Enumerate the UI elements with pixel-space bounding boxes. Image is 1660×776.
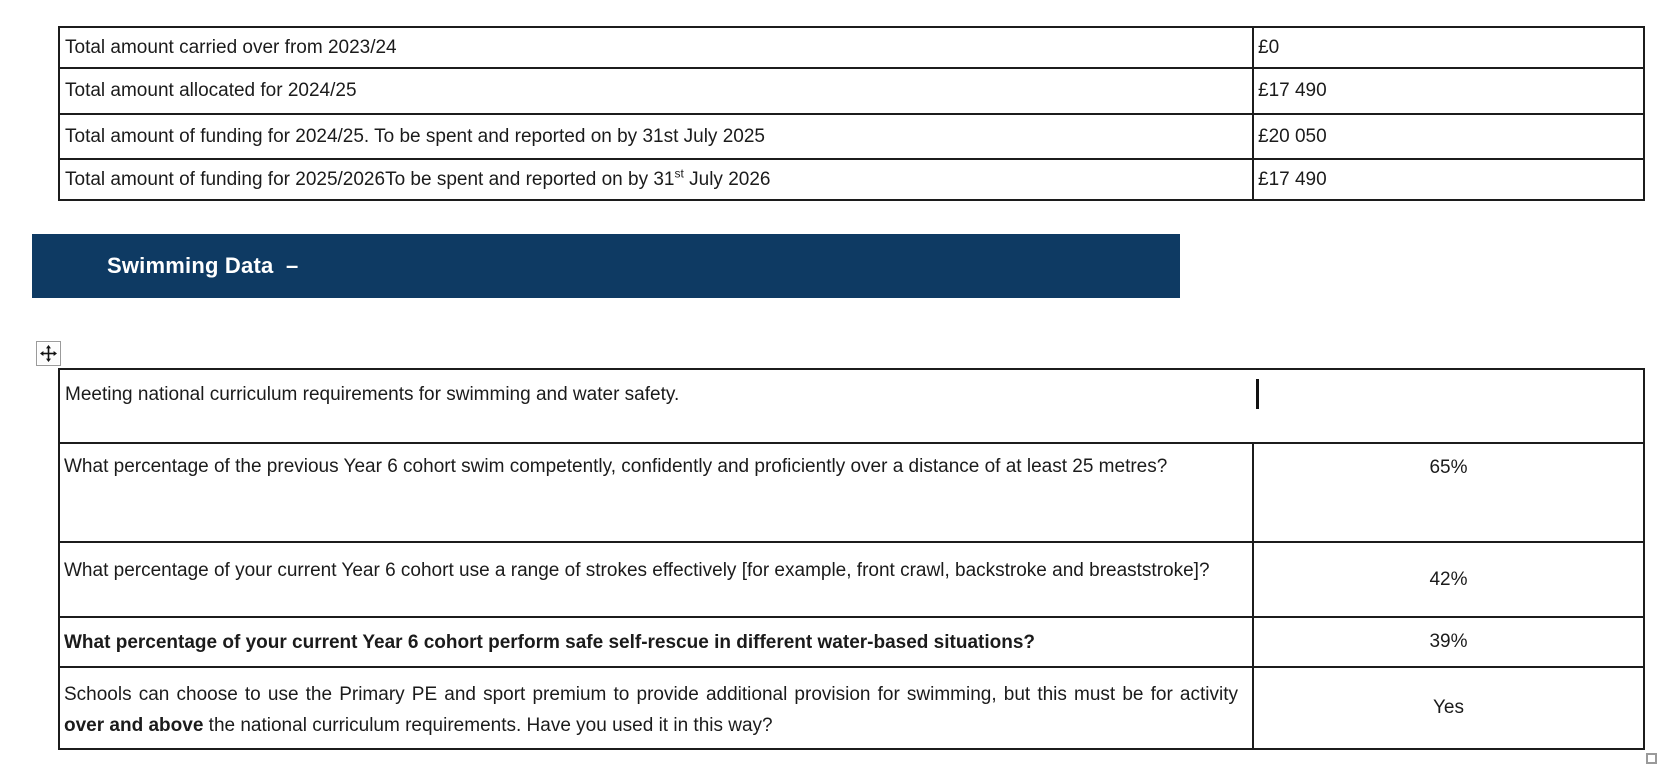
funding-value-text: £20 050 — [1258, 125, 1327, 147]
table-row — [60, 115, 1643, 160]
funding-row-label[interactable] — [60, 115, 1254, 158]
swimming-intro-text: Meeting national curriculum requirements for swimming and water safety. — [65, 384, 680, 405]
funding-row-value[interactable] — [1254, 160, 1643, 199]
table-row — [60, 444, 1643, 543]
swimming-question-cell[interactable] — [60, 668, 1254, 748]
question-text: What percentage of your current Year 6 cohort perform safe self-rescue in different water-based situations? — [64, 632, 1036, 653]
question-text: What percentage of your current Year 6 cohort use a range of strokes effectively [for example, front crawl, backstroke and breaststroke]? — [64, 560, 1210, 581]
swimming-intro-row[interactable] — [60, 370, 1643, 444]
question-text: What percentage of the previous Year 6 cohort swim competently, confidently and proficiently over a distance of at least 25 metres? — [64, 456, 1168, 477]
swimming-answer-cell[interactable] — [1254, 618, 1643, 666]
funding-row-label[interactable] — [60, 28, 1254, 67]
answer-text: 65% — [1429, 457, 1468, 478]
funding-row-label[interactable] — [60, 160, 1254, 199]
banner-title: Swimming Data – — [107, 253, 299, 278]
table-row — [60, 28, 1643, 69]
table-row — [60, 668, 1643, 748]
question-text: Schools can choose to use the Primary PE and sport premium to provide additional provision for swimming, but this must be for activity over and above the national curriculum requirements. Have you used it in this way? — [64, 684, 1238, 736]
funding-label-text: Total amount of funding for 2024/25. To be spent and reported on by 31st July 2025 — [65, 125, 765, 147]
swimming-data-banner — [32, 234, 1180, 298]
swimming-question-cell[interactable] — [60, 543, 1254, 616]
swimming-question-cell[interactable] — [60, 444, 1254, 541]
emphasis-text: over and above — [64, 715, 204, 736]
text-caret — [1256, 379, 1259, 409]
table-row — [60, 69, 1643, 115]
table-move-handle[interactable] — [36, 341, 61, 366]
funding-row-value[interactable] — [1254, 115, 1643, 158]
funding-label-text: Total amount of funding for 2025/2026To be spent and reported on by 31st July 2026 — [65, 166, 771, 190]
table-row — [60, 160, 1643, 199]
ordinal-superscript: st — [674, 166, 684, 181]
answer-text: 39% — [1429, 631, 1468, 652]
funding-row-label[interactable] — [60, 69, 1254, 113]
funding-row-value[interactable] — [1254, 28, 1643, 67]
swimming-answer-cell[interactable] — [1254, 668, 1643, 748]
table-row — [60, 543, 1643, 618]
swimming-data-table — [58, 368, 1645, 750]
funding-label-text: Total amount allocated for 2024/25 — [65, 80, 357, 101]
table-resize-handle[interactable] — [1646, 753, 1657, 764]
move-arrows-icon — [40, 345, 57, 362]
swimming-answer-cell[interactable] — [1254, 543, 1643, 616]
funding-summary-table — [58, 26, 1645, 201]
swimming-question-cell[interactable] — [60, 618, 1254, 666]
funding-value-text: £0 — [1258, 36, 1280, 58]
table-row — [60, 618, 1643, 668]
answer-text: 42% — [1429, 568, 1468, 590]
funding-row-value[interactable] — [1254, 69, 1643, 113]
funding-value-text: £17 490 — [1258, 168, 1327, 190]
swimming-answer-cell[interactable] — [1254, 444, 1643, 541]
funding-value-text: £17 490 — [1258, 80, 1327, 101]
answer-text: Yes — [1433, 697, 1464, 718]
funding-label-text: Total amount carried over from 2023/24 — [65, 36, 397, 58]
